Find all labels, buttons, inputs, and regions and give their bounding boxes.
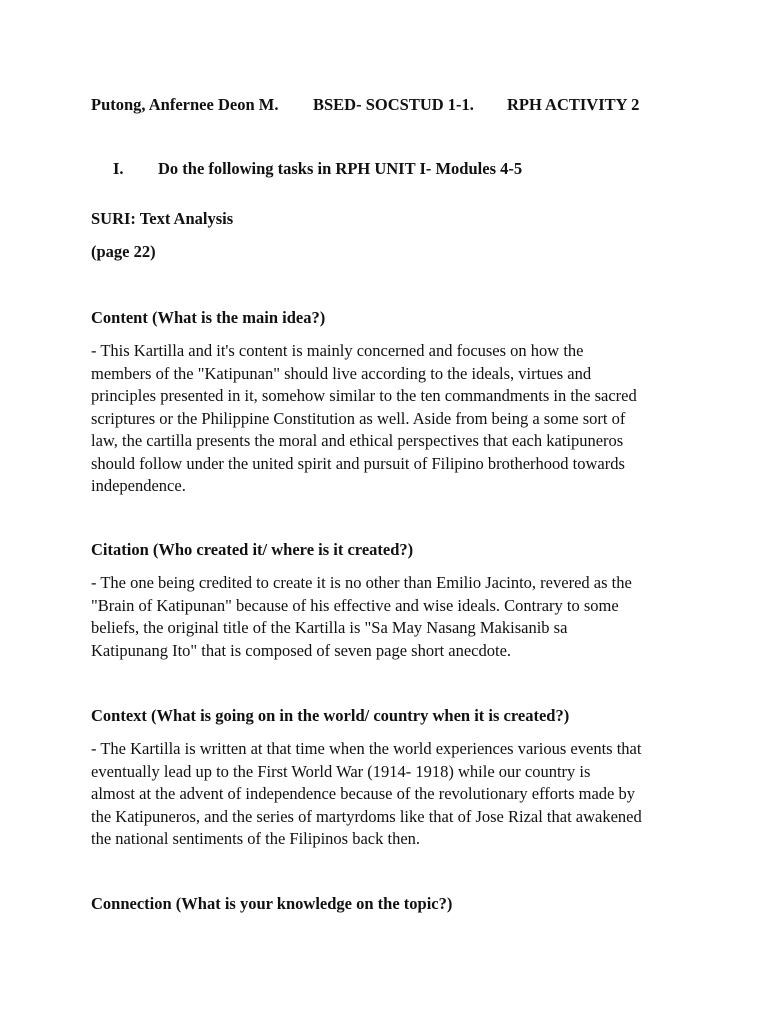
citation-line: beliefs, the original title of the Kartilla is "Sa May Nasang Makisanib sa bbox=[91, 618, 568, 637]
content-line: principles presented in it, somehow similar to the ten commandments in the sacred bbox=[91, 386, 637, 405]
context-paragraph bbox=[91, 738, 691, 851]
task-instruction bbox=[113, 159, 522, 179]
task-text: Do the following tasks in RPH UNIT I- Modules 4-5 bbox=[158, 159, 523, 178]
page-reference: (page 22) bbox=[91, 242, 156, 261]
student-name: Putong, Anfernee Deon M. bbox=[91, 95, 279, 114]
content-heading: Content (What is the main idea?) bbox=[91, 308, 326, 327]
activity-title: RPH ACTIVITY 2 bbox=[507, 95, 640, 114]
citation-paragraph bbox=[91, 572, 691, 662]
context-line: the national sentiments of the Filipinos back then. bbox=[91, 829, 421, 848]
content-line: should follow under the united spirit and pursuit of Filipino brotherhood towards bbox=[91, 453, 625, 473]
context-line: the Katipuneros, and the series of martyrdoms like that of Jose Rizal that awakened bbox=[91, 806, 642, 826]
context-line: - The Kartilla is written at that time when the world experiences various events that bbox=[91, 739, 642, 758]
content-line: - This Kartilla and it's content is mainly concerned and focuses on how the bbox=[91, 341, 584, 360]
context-line: almost at the advent of independence because of the revolutionary efforts made by bbox=[91, 784, 635, 803]
context-line: eventually lead up to the First World War (1914- 1918) while our country is bbox=[91, 761, 591, 781]
citation-line: "Brain of Katipunan" because of his effective and wise ideals. Contrary to some bbox=[91, 595, 619, 615]
section-title: SURI: Text Analysis bbox=[91, 209, 234, 228]
content-line: independence. bbox=[91, 476, 186, 495]
document-header bbox=[91, 94, 639, 117]
citation-heading: Citation (Who created it/ where is it created?) bbox=[91, 540, 414, 559]
content-line: scriptures or the Philippine Constitution as well. Aside from being a some sort of bbox=[91, 408, 626, 428]
content-line: law, the cartilla presents the moral and ethical perspectives that each katipuneros bbox=[91, 431, 624, 450]
content-line: members of the "Katipunan" should live according to the ideals, virtues and bbox=[91, 363, 592, 383]
context-heading: Context (What is going on in the world/ country when it is created?) bbox=[91, 706, 570, 725]
citation-line: - The one being credited to create it is no other than Emilio Jacinto, revered as the bbox=[91, 573, 632, 592]
connection-heading: Connection (What is your knowledge on the topic?) bbox=[91, 894, 453, 913]
content-paragraph bbox=[91, 340, 691, 498]
task-numeral: I. bbox=[113, 159, 124, 178]
course-section: BSED- SOCSTUD 1-1. bbox=[313, 95, 474, 114]
citation-line: Katipunang Ito" that is composed of seven page short anecdote. bbox=[91, 640, 512, 660]
